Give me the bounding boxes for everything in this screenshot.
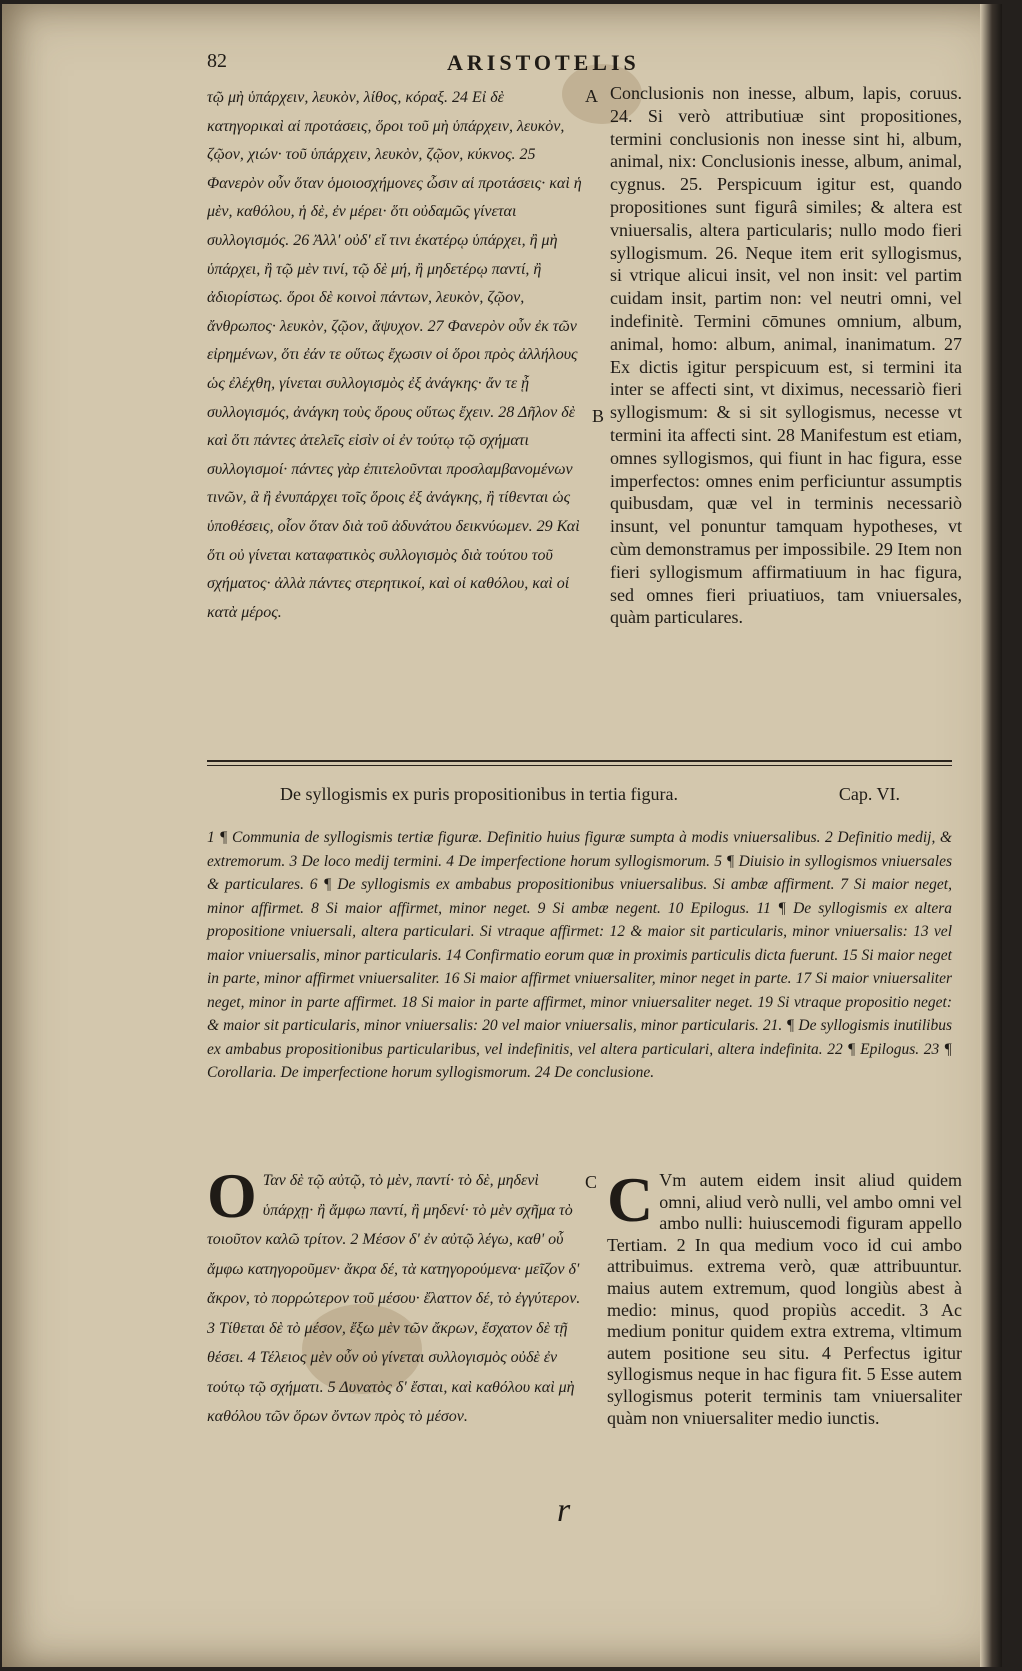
margin-marker-a: A bbox=[585, 86, 598, 106]
margin-marker-b: B bbox=[592, 406, 605, 426]
greek-column-top: τῷ μὴ ὑπάρχειν, λευκὸν, λίθος, κόραξ. 24 Εἰ δὲ κατηγορικαὶ αἱ προτάσεις, ὅροι τοῦ μὴ ὑπάρχειν, λευκὸν, ζῷον, χιών· τοῦ ὑπάρχειν, λευκὸν, ζῷον, κύκνος. 25 Φανερὸν οὖν ὅταν ὁμοιοσχήμονες ὦσιν αἱ προτάσεις· καὶ ἡ μὲν, καθόλου, ἡ δὲ, ἐν μέρει· ὅτι οὐδαμῶς γίνεται συλλογισμός. 26 Ἀλλ' οὐδ' εἴ τινι ἑκατέρῳ ὑπάρχει, ἢ μὴ ὑπάρχει, ἢ τῷ μὲν τινί, τῷ δὲ μή, ἢ μηδετέρῳ παντί, ἢ ἀδιορίστως. ὅροι δὲ κοινοὶ πάντων, λευκὸν, ζῷον, ἄνθρωπος· λευκὸν, ζῷον, ἄψυχον. 27 Φανερὸν οὖν ἐκ τῶν εἰρημένων, ὅτι ἐάν τε οὕτως ἔχωσιν οἱ ὅροι πρὸς ἀλλήλους ὡς ἐλέχθη, γίνεται συλλογισμὸς ἐξ ἀνάγκης· ἄν τε ᾖ συλλογισμός, ἀνάγκη τοὺς ὅρους οὕτως ἔχειν. 28 Δῆλον δὲ καὶ ὅτι πάντες ἀτελεῖς εἰσὶν οἱ ἐν τούτῳ τῷ σχήματι συλλογισμοί· πάντες γὰρ ἐπιτελοῦνται προσλαμβανομένων τινῶν, ἃ ἢ ἐνυπάρχει τοῖς ὅροις ἐξ ἀνάγκης, ἢ τίθενται ὡς ὑποθέσεις, οἷον ὅταν διὰ τοῦ ἀδυνάτου δεικνύωμεν. 29 Καὶ ὅτι οὐ γίνεται καταφατικὸς συλλογισμὸς διὰ τούτου τοῦ σχήματος· ἀλλὰ πάντες στερητικοί, καὶ οἱ καθόλου, καὶ οἱ κατὰ μέρος. bbox=[207, 89, 582, 621]
book-page bbox=[2, 4, 1002, 1667]
latin-column-bottom bbox=[607, 1164, 962, 1429]
margin-marker-c: C bbox=[585, 1172, 598, 1192]
greek-column-bottom bbox=[207, 1160, 587, 1432]
chapter-title: De syllogismis ex puris propositionibus in tertia figura. bbox=[280, 784, 678, 804]
book-spine-shadow bbox=[980, 4, 1002, 1667]
page-title: ARISTOTELIS bbox=[447, 50, 640, 75]
page-number: 82 bbox=[207, 50, 227, 72]
greek-drop-cap: Ο bbox=[207, 1160, 257, 1231]
section-divider-thin bbox=[207, 765, 952, 766]
greek-text-bottom: Ταν δὲ τῷ αὐτῷ, τὸ μὲν, παντί· τὸ δὲ, μηδενὶ ὑπάρχῃ· ἢ ἄμφω παντί, ἢ μηδενί· τὸ μὲν σχῆμα τὸ τοιοῦτον καλῶ τρίτον. 2 Μέσον δ' ἐν αὐτῷ λέγω, καθ' οὗ ἄμφω κατηγοροῦμεν· ἄκρα δέ, τὰ κατηγορούμενα· μεῖζον δ' ἄκρον, τὸ πορρώτερον τοῦ μέσου· ἔλαττον δέ, τὸ ἐγγύτερον. 3 Τίθεται δὲ τὸ μέσον, ἔξω μὲν τῶν ἄκρων, ἔσχατον δὲ τῇ θέσει. 4 Τέλειος μὲν οὖν οὐ γίνεται συλλογισμὸς οὐδὲ ἐν τούτῳ τῷ σχήματι. 5 Δυνατὸς δ' ἔσται, καὶ καθόλου καὶ μὴ καθόλου τῶν ὅρων ὄντων πρὸς τὸ μέσον. bbox=[207, 1172, 581, 1425]
chapter-number: Cap. VI. bbox=[838, 784, 900, 804]
catchword: r bbox=[557, 1492, 571, 1529]
section-divider bbox=[207, 760, 952, 762]
latin-text-bottom: Vm autem eidem insit aliud quidem omni, aliud verò nulli, vel ambo omni vel ambo nulli: huiuscemodi figuram appello Tertiam. 2 In qua medium voco id cui ambo attribuimus. extrema verò, quæ attribuuntur. maius autem extremum, quod longiùs abest à medio: minus, quod propiùs accedit. 3 Ac medium ponitur quidem extra extrema, vltimum autem positione seu situ. 4 Perfectus igitur syllogismus neque in hac figura fit. 5 Esse autem syllogismus poterit terminis tam vniuersaliter quàm non vniuersaliter medio iunctis. bbox=[607, 1170, 962, 1428]
chapter-summary: 1 ¶ Communia de syllogismis tertiæ figuræ. Definitio huius figuræ sumpta à modis vniuersalibus. 2 Definitio medij, & extremorum. 3 De loco medij termini. 4 De imperfectione horum syllogismorum. 5 ¶ Diuisio in syllogismos vniuersales & particulares. 6 ¶ De syllogismis ex ambabus propositionibus vniuersalibus. Si ambæ affirment. 7 Si maior neget, minor affirmet. 8 Si maior affirmet, minor neget. 9 Si ambæ negent. 10 Epilogus. 11 ¶ De syllogismis ex altera propositione vniuersali, altera particulari. Si vtraque affirmet: 12 & maior sit particularis, minor vniuersalis: 13 vel maior vniuersalis, minor particularis. 14 Confirmatio eorum quæ in proximis particulis dicta fuerunt. 15 Si maior neget in parte, minor affirmet vniuersaliter. 16 Si maior affirmet vniuersaliter, minor neget in parte. 17 Si maior vniuersaliter neget, minor in parte affirmet. 18 Si maior in parte affirmet, minor vniuersaliter neget. 19 Si vtraque propositio neget: & maior sit particularis, minor vniuersalis: 20 vel maior vniuersalis, minor particularis. 21. ¶ De syllogismis inutilibus ex ambabus propositionibus particularibus, vel indefinitis, vel altera particulari, altera indefinita. 22 ¶ Epilogus. 23 ¶ Corollaria. De imperfectione horum syllogismorum. 24 De conclusione. bbox=[207, 829, 952, 1081]
latin-drop-cap: C bbox=[607, 1164, 654, 1235]
latin-column-top: Conclusionis non inesse, album, lapis, coruus. 24. Si verò attributiuæ sint propositiones, termini conclusionis non inesse sint hi, album, animal, nix: Conclusionis inesse, album, animal, cygnus. 25. Perspicuum igitur est, quando propositiones sunt figurâ similes; & altera est vniuersalis, altera particularis; nullo modo fieri syllogismum. 26. Neque item erit syllogismus, si vtrique alicui insit, vel non insit: vel partim cuidam insit, partim non: vel neutri omni, vel indefinitè. Termini cōmunes omnium, album, animal, homo: album, animal, inanimatum. 27 Ex dictis igitur perspicuum est, si termini ita inter se affecti sint, vt diximus, necessariò fieri syllogismum: & si sit syllogismus, necesse vt termini ita affecti sint. 28 Manifestum est etiam, omnes syllogismos, qui fiunt in hac figura, esse imperfectos: omnes enim perficiuntur assumptis quibusdam, quæ vel in terminis necessariò insunt, vel ponuntur tamquam hypotheses, vt cùm demonstramus per impossibile. 29 Item non fieri syllogismum affirmatiuum in hac figura, sed omnes fieri priuatiuos, tam vniuersales, quàm particulares. bbox=[610, 83, 962, 628]
chapter-heading bbox=[280, 784, 900, 805]
